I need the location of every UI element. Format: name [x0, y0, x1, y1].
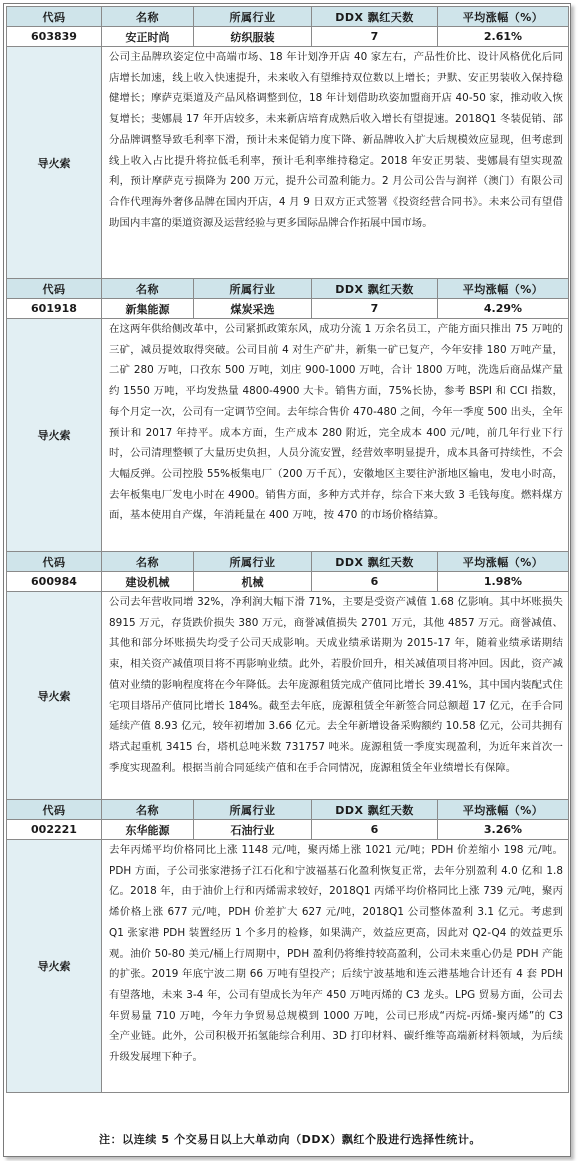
stock-name: 安正时尚 — [102, 27, 194, 47]
stock-ddx-days: 6 — [312, 820, 438, 840]
stock-code: 601918 — [7, 299, 102, 319]
table-header-row — [7, 552, 569, 572]
header-ddx-days: DDX 飘红天数 — [312, 552, 438, 572]
header-name: 名称 — [102, 7, 194, 27]
stock-info-row — [7, 299, 569, 319]
stock-detail-row — [7, 319, 569, 552]
stock-info-row — [7, 572, 569, 592]
stock-table — [6, 6, 569, 1093]
table-header-row — [7, 7, 569, 27]
stock-info-row — [7, 820, 569, 840]
trigger-label: 导火索 — [7, 319, 102, 552]
stock-avg-gain: 2.61% — [438, 27, 569, 47]
trigger-text: 公司主品牌玖姿定位中高端市场、18 年计划净开店 40 家左右，产品性价比、设计风格优化后同店增长加速，线上收入快速提升，未来收入有望维持双位数以上增长；尹默、安正男装收入保持稳健增长；摩萨克渠道及产品风格调整到位，18 年计划借助玖姿加盟商开店 40-50 家，推动收入恢复增长；斐娜晨 17 年开店较多，未来新店培育成熟后收入增长有望提速。2018Q1 冬装促销、部分品牌调整导致毛利率下滑，预计未来促销力度下降、新品牌收入扩大后规模效应显现，但考虑到线上收入占比提升将拉低毛利率，预计毛利率维持稳定。2018 年安正男装、斐娜晨有望实现盈利，预计摩萨克亏损降为 200 万元，提升公司盈利能力。2 月公司公告与润祥（澳门）有限公司合作代理海外奢侈品牌在国内开店，4 月 9 日双方正式签署《投资经营合同书》。未来公司有望借助国内丰富的渠道资源及运营经验与更多国际品牌合作拓展中国市场。 — [102, 47, 569, 279]
footnote: 注：以连续 5 个交易日以上大单动向（DDX）飘红个股进行选择性统计。 — [98, 1133, 482, 1146]
report-sheet — [3, 3, 571, 1157]
table-header-row — [7, 279, 569, 299]
header-name: 名称 — [102, 279, 194, 299]
header-avg-gain: 平均涨幅（%） — [438, 7, 569, 27]
header-name: 名称 — [102, 552, 194, 572]
stock-ddx-days: 7 — [312, 299, 438, 319]
header-code: 代码 — [7, 552, 102, 572]
stock-detail-row — [7, 47, 569, 279]
stock-ddx-days: 6 — [312, 572, 438, 592]
stock-industry: 机械 — [194, 572, 312, 592]
header-code: 代码 — [7, 279, 102, 299]
trigger-text: 公司去年营收同增 32%，净利润大幅下滑 71%，主要是受资产减值 1.68 亿影响。其中坏账损失 8915 万元，存货跌价损失 380 万元，商誉减值损失 2701 万元，其他 4857 万元。商誉减值、其他和部分坏账损失均受子公司天成影响。天成业绩承诺期为 2015-17 年，随着业绩承诺期结束，相关资产减值项目将不再影响业绩。此外，若股价回升，相关减值项目将冲回。因此，资产减值对业绩的影响程度将在今年降低。去年庞源租赁完成产值同比增长 39.41%，其中国内装配式住宅项目塔吊产值同比增长 184%。截至去年底，庞源租赁全年新签合同总额超 17 亿元，在手合同延续产值 8.93 亿元，较年初增加 3.66 亿元。去全年新增设备采购额约 10.58 亿元，公司共拥有塔式起重机 3415 台，塔机总吨米数 731757 吨米。庞源租赁一季度实现盈利，为近年来首次一季度实现盈利。根据当前合同延续产值和在手合同情况，庞源租赁全年业绩增长有保障。 — [102, 592, 569, 800]
trigger-label: 导火索 — [7, 592, 102, 800]
stock-code: 600984 — [7, 572, 102, 592]
stock-ddx-days: 7 — [312, 27, 438, 47]
table-header-row — [7, 800, 569, 820]
header-code: 代码 — [7, 800, 102, 820]
header-name: 名称 — [102, 800, 194, 820]
stock-info-row — [7, 27, 569, 47]
stock-industry: 石油行业 — [194, 820, 312, 840]
stock-industry: 煤炭采选 — [194, 299, 312, 319]
header-ddx-days: DDX 飘红天数 — [312, 7, 438, 27]
stock-code: 603839 — [7, 27, 102, 47]
stock-avg-gain: 4.29% — [438, 299, 569, 319]
header-industry: 所属行业 — [194, 800, 312, 820]
header-industry: 所属行业 — [194, 7, 312, 27]
header-avg-gain: 平均涨幅（%） — [438, 552, 569, 572]
header-avg-gain: 平均涨幅（%） — [438, 279, 569, 299]
trigger-text: 在这两年供给侧改革中，公司紧抓政策东风，成功分流 1 万余名员工，产能方面只推出 75 万吨的三矿，减员提效取得突破。公司目前 4 对生产矿井，新集一矿已复产，今年安排 180 万吨产量，二矿 280 万吨，口孜东 500 万吨，刘庄 900-1000 万吨，合计 1800 万吨，洗选后商品煤产量约 1550 万吨，平均发热量 4800-4900 大卡。销售方面，75%长协，参考 BSPI 和 CCI 指数，每个月定一次，公司有一定调节空间。去年综合售价 470-480 之间，今年一季度 500 出头，全年预计和 2017 年持平。成本方面，生产成本 280 附近，完全成本 400 元/吨，前几年行业下行时，公司清理整顿了大量历史负担，人员分流安置，经营效率明显提升，成本具备可持续性，不会大幅反弹。公司控股 55%板集电厂（200 万千瓦），安徽地区主要往沪浙地区输电，发电小时高，去年板集电厂发电小时在 4900。销售方面，多种方式并存，综合下来大致 3 毛钱每度。燃料煤方面，基本使用自产煤，年消耗量在 400 万吨，按 470 的市场价格结算。 — [102, 319, 569, 552]
header-avg-gain: 平均涨幅（%） — [438, 800, 569, 820]
header-industry: 所属行业 — [194, 552, 312, 572]
header-code: 代码 — [7, 7, 102, 27]
stock-avg-gain: 3.26% — [438, 820, 569, 840]
trigger-label: 导火索 — [7, 47, 102, 279]
stock-name: 新集能源 — [102, 299, 194, 319]
stock-detail-row — [7, 592, 569, 800]
header-ddx-days: DDX 飘红天数 — [312, 279, 438, 299]
stock-code: 002221 — [7, 820, 102, 840]
stock-name: 建设机械 — [102, 572, 194, 592]
header-industry: 所属行业 — [194, 279, 312, 299]
stock-detail-row — [7, 840, 569, 1093]
trigger-text: 去年丙烯平均价格同比上涨 1148 元/吨，聚丙烯上涨 1021 元/吨；PDH 价差缩小 198 元/吨。PDH 方面，子公司张家港扬子江石化和宁波福基石化盈利恢复正常，去年分别盈利 4.0 亿和 1.8 亿。2018 年，由于油价上行和丙烯需求较好，2018Q1 丙烯平均价格同比上涨 739 元/吨，聚丙烯价格上涨 677 元/吨，PDH 价差扩大 627 元/吨，2018Q1 公司整体盈利 3.1 亿元。考虑到 Q1 张家港 PDH 装置经历 1 个多月的检修，如果满产，效益应更高，因此对 Q2-Q4 的效益更乐观。油价 50-80 美元/桶上行周期中，PDH 盈利仍将维持较高盈利，公司未来重心仍是 PDH 产能的扩张。2019 年底宁波二期 66 万吨有望投产；后续宁波基地和连云港基地合计还有 4 套 PDH 有望落地，未来 3-4 年，公司有望成长为年产 450 万吨丙烯的 C3 龙头。LPG 贸易方面，公司去年贸易量 710 万吨，今年力争贸易总规模到 1000 万吨，公司已形成“丙烷-丙烯-聚丙烯”的 C3 全产业链。此外，公司积极开拓氢能综合利用、3D 打印材料、碳纤维等高端新材料领域，为后续升级发展埋下种子。 — [102, 840, 569, 1093]
header-ddx-days: DDX 飘红天数 — [312, 800, 438, 820]
stock-name: 东华能源 — [102, 820, 194, 840]
stock-avg-gain: 1.98% — [438, 572, 569, 592]
stock-industry: 纺织服装 — [194, 27, 312, 47]
trigger-label: 导火索 — [7, 840, 102, 1093]
